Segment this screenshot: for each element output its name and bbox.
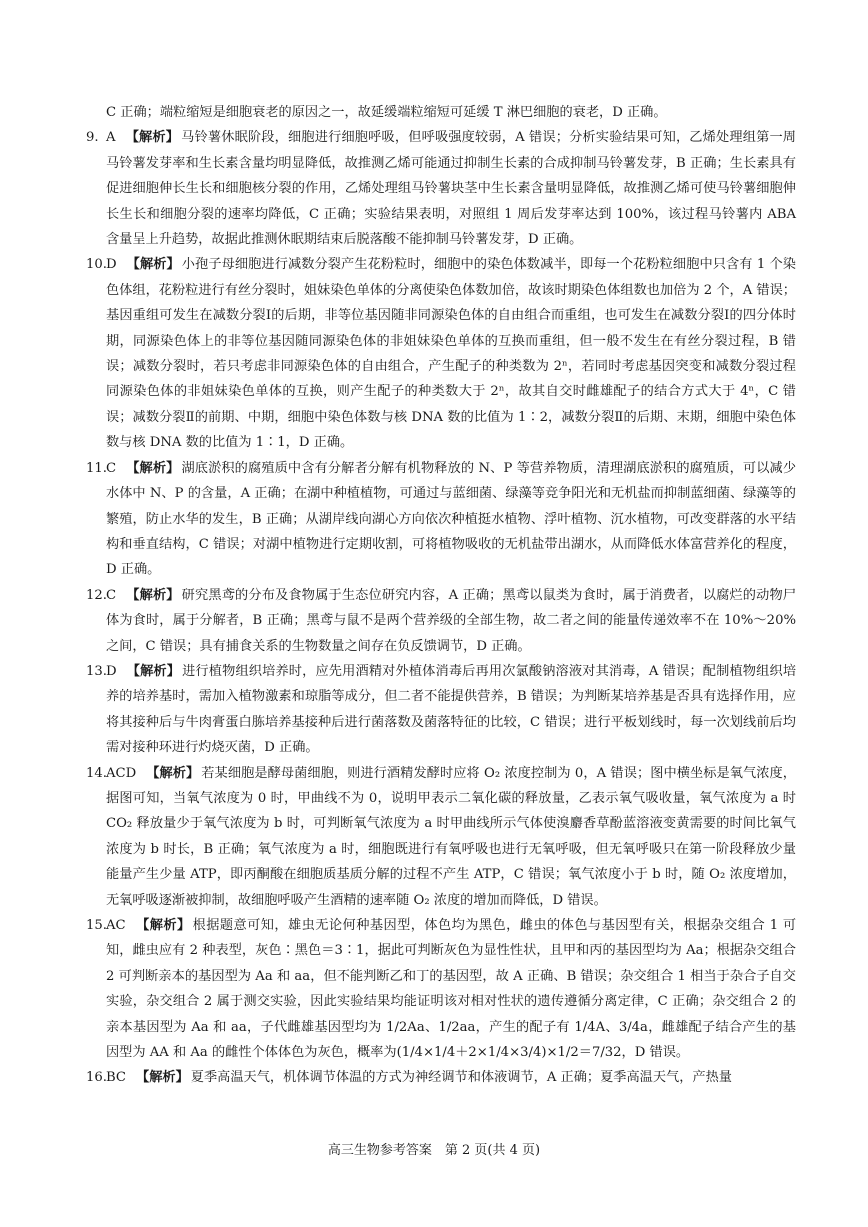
item-number: 15.: [86, 918, 107, 933]
answer-item-9: [86, 125, 796, 252]
answer-item-14: [86, 761, 796, 913]
item-explanation: 马铃薯休眠阶段，细胞进行细胞呼吸，但呼吸强度较弱，A 错误；分析实验结果可知，乙烯处理组第一周马铃薯发芽率和生长素含量均明显降低，故推测乙烯可能通过抑制生长素的合成抑制马铃薯发芽，B 正确；生长素具有促进细胞伸长生长和细胞核分裂的作用，乙烯处理组马铃薯块茎中生长素含量明显降低，故推测乙烯可使马铃薯细胞伸长生长和细胞分裂的速率均降低，C 正确；实验结果表明，对照组 1 周后发芽率达到 100%，该过程马铃薯内 ABA 含量呈上升趋势，故据此推测休眠期结束后脱落酸不能抑制马铃薯发芽，D 正确。: [106, 130, 796, 248]
item-answer: BC: [106, 1070, 127, 1086]
analysis-tag: 【解析】: [126, 460, 180, 476]
intro-paragraph: C 正确；端粒缩短是细胞衰老的原因之一，故延缓端粒缩短可延缓 T 淋巴细胞的衰老，D 正确。: [106, 105, 667, 120]
item-number: 16.: [86, 1070, 107, 1086]
answer-item-10: [86, 252, 796, 455]
analysis-tag: 【解析】: [146, 765, 200, 781]
item-explanation: 夏季高温天气，机体调节体温的方式为神经调节和体液调节，A 正确；夏季高温天气，产热量: [190, 1070, 732, 1086]
item-answer: C: [106, 460, 117, 476]
analysis-tag: 【解析】: [125, 130, 180, 146]
item-number: 14.: [86, 765, 107, 781]
item-explanation: 根据题意可知，雄虫无论何种基因型，体色均为黑色，雌虫的体色与基因型有关，根据杂交组合 1 可知，雌虫应有 2 种表型，灰色∶黑色＝3∶1，据此可判断灰色为显性性状，且甲和丙的基因型均为 Aa；根据杂交组合 2 可判断亲本的基因型为 Aa 和 aa，但不能判断乙和丁的基因型，故 A 正确、B 错误；杂交组合 1 相当于杂合子自交实验，杂交组合 2 属于测交实验，因此实验结果均能证明该对相对性状的遗传遵循分离定律，C 正确；杂交组合 2 的亲本基因型为 Aa 和 aa，子代雌雄基因型均为 1/2Aa、1/2aa，产生的配子有 1/4A、3/4a，雌雄配子结合产生的基因型为 AA 和 Aa 的雌性个体体色为灰色，概率为(1/4×1/4＋2×1/4×3/4)×1/2＝7/32，D 错误。: [106, 918, 797, 1061]
item-number: 10.: [86, 257, 107, 273]
item-number: 13.: [86, 663, 107, 679]
item-explanation: 若某细胞是酵母菌细胞，则进行酒精发酵时应将 O₂ 浓度控制为 0，A 错误；图中横坐标是氧气浓度，据图可知，当氧气浓度为 0 时，甲曲线不为 0，说明甲表示二氧化碳的释放量，乙表示氧气吸收量，氧气浓度为 a 时 CO₂ 释放量少于氧气浓度为 b 时，可判断氧气浓度为 a 时甲曲线所示气体使溴麝香草酚蓝溶液变黄需要的时间比氧气浓度为 b 时长，B 正确；氧气浓度为 a 时，细胞既进行有氧呼吸也进行无氧呼吸，但无氧呼吸只在第一阶段释放少量能量产生少量 ATP，即丙酮酸在细胞质基质分解的过程不产生 ATP，C 错误；氧气浓度小于 b 时，随 O₂ 浓度增加，无氧呼吸逐渐被抑制，故细胞呼吸产生酒精的速率随 O₂ 浓度的增加而降低，D 错误。: [106, 765, 796, 908]
answer-item-12: [86, 583, 796, 659]
item-number: 11.: [86, 460, 107, 476]
item-answer: ACD: [106, 765, 137, 781]
analysis-tag: 【解析】: [135, 918, 191, 933]
analysis-tag: 【解析】: [126, 663, 181, 679]
page-footer: 高三生物参考答案 第 2 页(共 4 页): [327, 1143, 541, 1158]
item-number: 12.: [86, 587, 107, 603]
item-answer: C: [106, 587, 117, 603]
analysis-tag: 【解析】: [136, 1070, 189, 1086]
item-answer: AC: [106, 918, 126, 933]
item-answer: D: [106, 663, 117, 679]
analysis-tag: 【解析】: [126, 257, 180, 273]
item-answer: A: [106, 130, 116, 146]
item-number: 9.: [86, 130, 99, 146]
answer-content: [86, 100, 796, 1091]
answer-item-11: [86, 456, 796, 583]
item-explanation: 研究黑鸢的分布及食物属于生态位研究内容，A 正确；黑鸢以鼠类为食时，属于消费者，以腐烂的动物尸体为食时，属于分解者，B 正确；黑鸢与鼠不是两个营养级的全部生物，故二者之间的能量传递效率不在 10%～20%之间，C 错误；具有捕食关系的生物数量之间存在负反馈调节，D 正确。: [106, 587, 797, 654]
item-answer: D: [106, 257, 117, 273]
answer-item-13: [86, 659, 796, 761]
item-explanation: 湖底淤积的腐殖质中含有分解者分解有机物释放的 N、P 等营养物质，清理湖底淤积的腐殖质，可以减少水体中 N、P 的含量，A 正确；在湖中种植植物，可通过与蓝细菌、绿藻等竞争阳光和无机盐而抑制蓝细菌、绿藻等的繁殖，防止水华的发生，B 正确；从湖岸线向湖心方向依次种植挺水植物、浮叶植物、沉水植物，可改变群落的水平结构和垂直结构，C 错误；对湖中植物进行定期收割，可将植物吸收的无机盐带出湖水，从而降低水体富营养化的程度，D 正确。: [106, 460, 797, 578]
item-explanation: 进行植物组织培养时，应先用酒精对外植体消毒后再用次氯酸钠溶液对其消毒，A 错误；配制植物组织培养的培养基时，需加入植物激素和琼脂等成分，但二者不能提供营养，B 错误；为判断某培养基是否具有选择作用，应将其接种后与牛肉膏蛋白胨培养基接种后进行菌落数及菌落特征的比较，C 错误；进行平板划线时，每一次划线前后均需对接种环进行灼烧灭菌，D 正确。: [106, 663, 797, 756]
analysis-tag: 【解析】: [126, 587, 180, 603]
answer-item-15: [86, 913, 796, 1065]
answer-item-16: [86, 1065, 796, 1090]
item-explanation: 小孢子母细胞进行减数分裂产生花粉粒时，细胞中的染色体数减半，即每一个花粉粒细胞中只含有 1 个染色体组，花粉粒进行有丝分裂时，姐妹染色单体的分离使染色体数加倍，故该时期染色体组数也加倍为 2 个，A 错误；基因重组可发生在减数分裂Ⅰ的后期，非等位基因随非同源染色体的自由组合而重组，也可发生在减数分裂Ⅰ的四分体时期，同源染色体上的非等位基因随同源染色体的非姐妹染色单体的互换而重组，但一般不发生在有丝分裂过程，B 错误；减数分裂时，若只考虑非同源染色体的自由组合，产生配子的种类数为 2ⁿ，若同时考虑基因突变和减数分裂过程同源染色体的非姐妹染色单体的互换，则产生配子的种类数大于 2ⁿ，故其自交时雌雄配子的结合方式大于 4ⁿ，C 错误；减数分裂Ⅱ的前期、中期，细胞中染色体数与核 DNA 数的比值为 1∶2，减数分裂Ⅱ的后期、末期，细胞中染色体数与核 DNA 数的比值为 1∶1，D 正确。: [106, 257, 796, 451]
